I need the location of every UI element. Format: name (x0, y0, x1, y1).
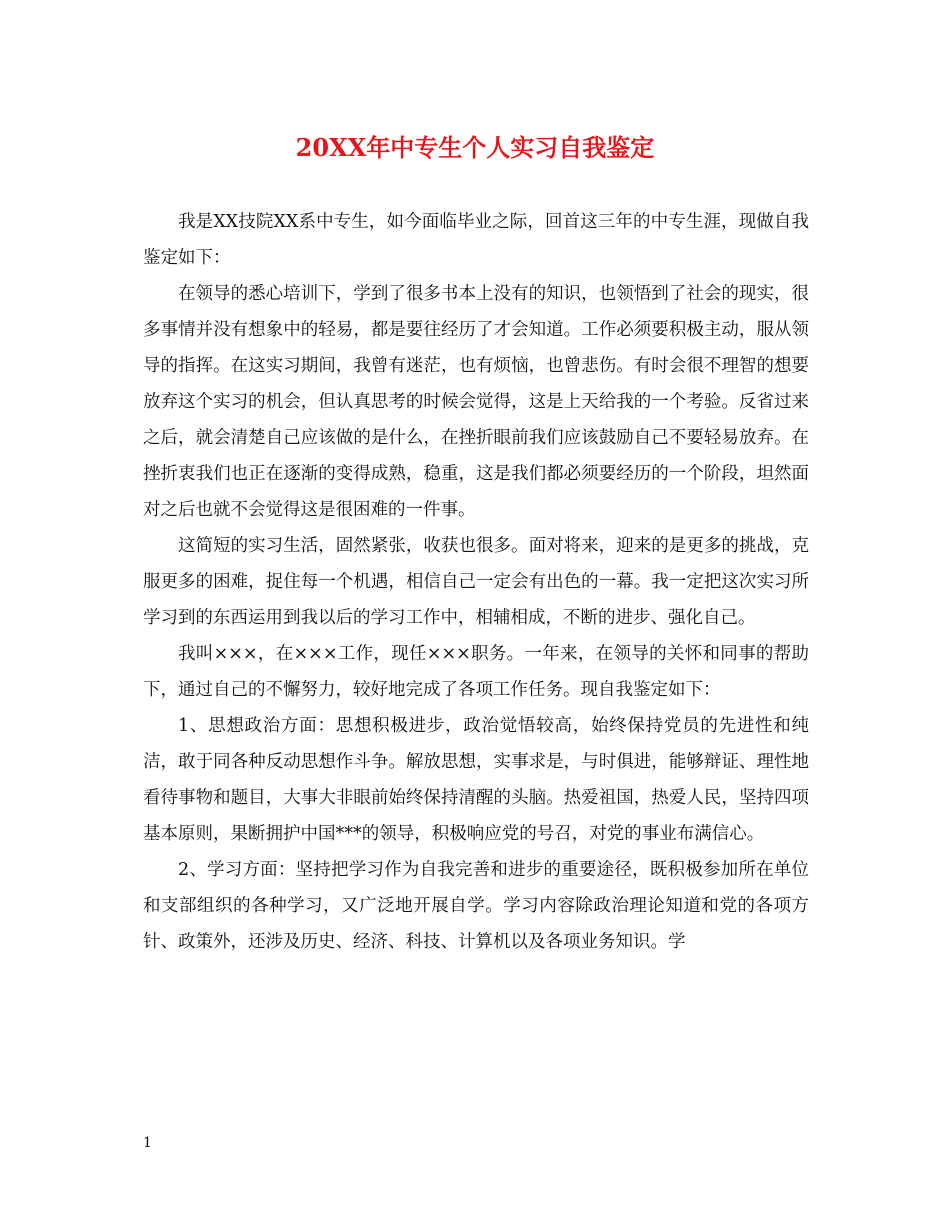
paragraph-political: 1、思想政治方面：思想积极进步，政治觉悟较高，始终保持党员的先进性和纯洁，敢于同各种反动思想作斗争。解放思想，实事求是，与时俱进，能够辩证、理性地看待事物和题目，大事大非眼前始终保持清醒的头脑。热爱祖国，热爱人民，坚持四项基本原则，果断拥护中国***的领导，积极响应党的号召，对党的事业布满信心。 (143, 716, 809, 844)
page-number: 1 (143, 1135, 152, 1151)
document-body (143, 204, 809, 960)
paragraph-self-intro: 我叫×××，在×××工作，现任×××职务。一年来，在领导的关怀和同事的帮助下，通过自己的不懈努力，较好地完成了各项工作任务。现自我鉴定如下： (143, 644, 809, 700)
paragraph-intro: 我是XX技院XX系中专生，如今面临毕业之际，回首这三年的中专生涯，现做自我鉴定如下： (143, 212, 809, 268)
paragraph-study: 2、学习方面：坚持把学习作为自我完善和进步的重要途径，既积极参加所在单位和支部组织的各种学习，又广泛地开展自学。学习内容除政治理论知道和党的各项方针、政策外，还涉及历史、经济、科技、计算机以及各项业务知识。学 (143, 860, 809, 952)
paragraph-training: 在领导的悉心培训下，学到了很多书本上没有的知识，也领悟到了社会的现实，很多事情并没有想象中的轻易，都是要往经历了才会知道。工作必须要积极主动，服从领导的指挥。在这实习期间，我曾有迷茫，也有烦恼，也曾悲伤。有时会很不理智的想要放弃这个实习的机会，但认真思考的时候会觉得，这是上天给我的一个考验。反省过来之后，就会清楚自己应该做的是什么，在挫折眼前我们应该鼓励自己不要轻易放弃。在挫折衷我们也正在逐渐的变得成熟，稳重，这是我们都必须要经历的一个阶段，坦然面对之后也就不会觉得这是很困难的一件事。 (143, 284, 809, 520)
document-title: 20XX年中专生个人实习自我鉴定 (295, 133, 655, 162)
paragraph-internship-life: 这简短的实习生活，固然紧张，收获也很多。面对将来，迎来的是更多的挑战，克服更多的困难，捉住每一个机遇，相信自己一定会有出色的一幕。我一定把这次实习所学习到的东西运用到我以后的学习工作中，相辅相成，不断的进步、强化自己。 (143, 536, 809, 628)
